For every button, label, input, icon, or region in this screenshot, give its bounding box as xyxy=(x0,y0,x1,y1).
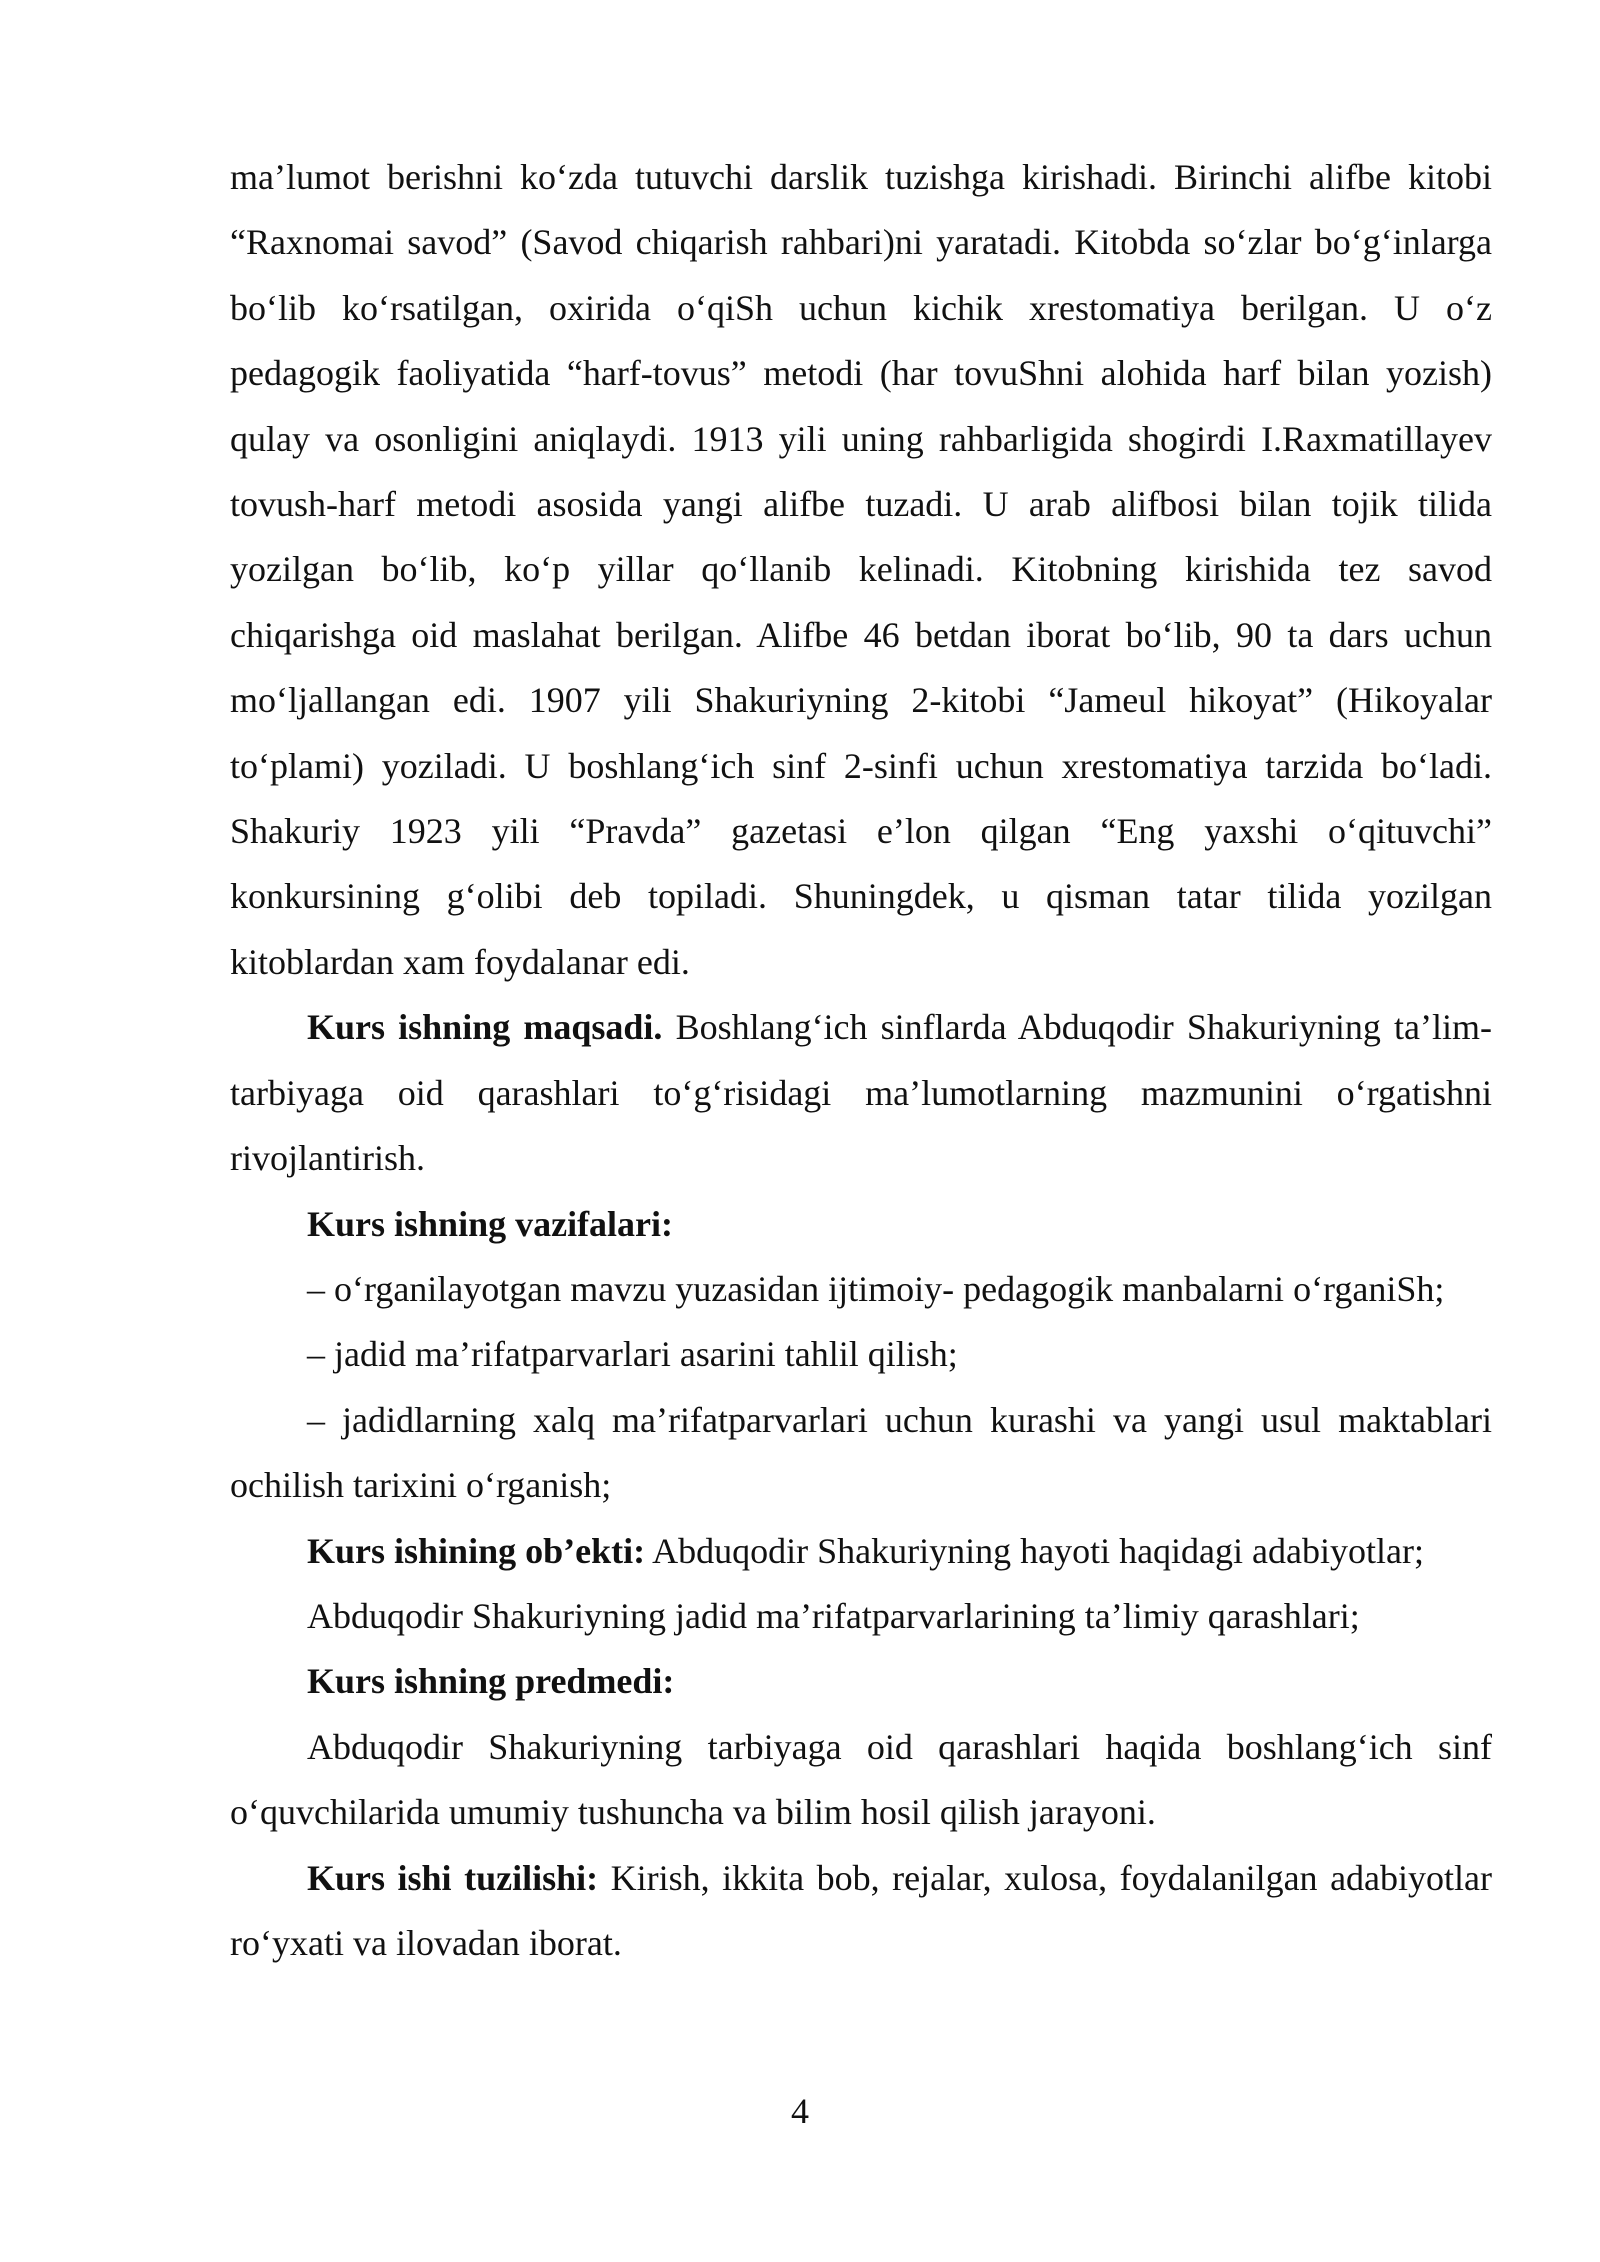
structure-heading: Kurs ishi tuzilishi: xyxy=(307,1857,599,1898)
object-paragraph xyxy=(230,1519,1492,1584)
tasks-heading-paragraph xyxy=(230,1192,1492,1257)
task-item-1: – o‘rganilayotgan mavzu yuzasidan ijtimoiy- pedagogik manbalarni o‘rganiSh; xyxy=(307,1268,1445,1309)
subject-heading-paragraph xyxy=(230,1649,1492,1714)
goal-paragraph xyxy=(230,995,1492,1191)
document-page xyxy=(230,145,1492,1976)
task-item-3: – jadidlarning xalq ma’rifatparvarlari uchun kurashi va yangi usul maktablari ochilish tarixini o‘rganish; xyxy=(230,1399,1492,1506)
object-text: Abduqodir Shakuriyning hayoti haqidagi adabiyotlar; xyxy=(645,1530,1424,1571)
task-item-2: – jadid ma’rifatparvarlari asarini tahlil qilish; xyxy=(307,1334,958,1375)
object-continuation: Abduqodir Shakuriyning jadid ma’rifatparvarlarining ta’limiy qarashlari; xyxy=(307,1595,1360,1636)
page-number: 4 xyxy=(791,2091,809,2131)
intro-paragraph: ma’lumot berishni ko‘zda tutuvchi darslik tuzishga kirishadi. Birinchi alifbe kitobi “Raxnomai savod” (Savod chiqarish rahbari)ni yaratadi. Kitobda so‘zlar bo‘g‘inlarga bo‘lib ko‘rsatilgan, oxirida o‘qiSh uchun kichik xrestomatiya berilgan. U o‘z pedagogik faoliyatida “harf-tovus” metodi (har tovuShni alohida harf bilan yozish) qulay va osonligini aniqlaydi. 1913 yili uning rahbarligida shogirdi I.Raxmatillayev tovush-harf metodi asosida yangi alifbe tuzadi. U arab alifbosi bilan tojik tilida yozilgan bo‘lib, ko‘p yillar qo‘llanib kelinadi. Kitobning kirishida tez savod chiqarishga oid maslahat berilgan. Alifbe 46 betdan iborat bo‘lib, 90 ta dars uchun mo‘ljallangan edi. 1907 yili Shakuriyning 2-kitobi “Jameul hikoyat” (Hikoyalar to‘plami) yoziladi. U boshlang‘ich sinf 2-sinfi uchun xrestomatiya tarzida bo‘ladi. Shakuriy 1923 yili “Pravda” gazetasi e’lon qilgan “Eng yaxshi o‘qituvchi” konkursining g‘olibi deb topiladi. Shuningdek, u qisman tatar tilida yozilgan kitoblardan xam foydalanar edi. xyxy=(230,157,1492,982)
goal-heading: Kurs ishning maqsadi. xyxy=(307,1007,663,1048)
tasks-heading: Kurs ishning vazifalari: xyxy=(307,1203,674,1244)
goal-text: Boshlang‘ich sinflarda Abduqodir Shakuriyning ta’lim-tarbiyaga oid qarashlari to‘g‘risidagi ma’lumotlarning mazmunini o‘rgatishni rivojlantirish. xyxy=(230,1007,1492,1179)
subject-heading: Kurs ishning predmedi: xyxy=(307,1661,675,1702)
structure-text: Kirish, ikkita bob, rejalar, xulosa, foydalanilgan adabiyotlar ro‘yxati va ilovadan iborat. xyxy=(230,1857,1492,1963)
structure-paragraph xyxy=(230,1846,1492,1977)
subject-paragraph: Abduqodir Shakuriyning tarbiyaga oid qarashlari haqida boshlang‘ich sinf o‘quvchilarida umumiy tushuncha va bilim hosil qilish jarayoni. xyxy=(230,1726,1492,1833)
object-heading: Kurs ishining ob’ekti: xyxy=(307,1530,646,1571)
